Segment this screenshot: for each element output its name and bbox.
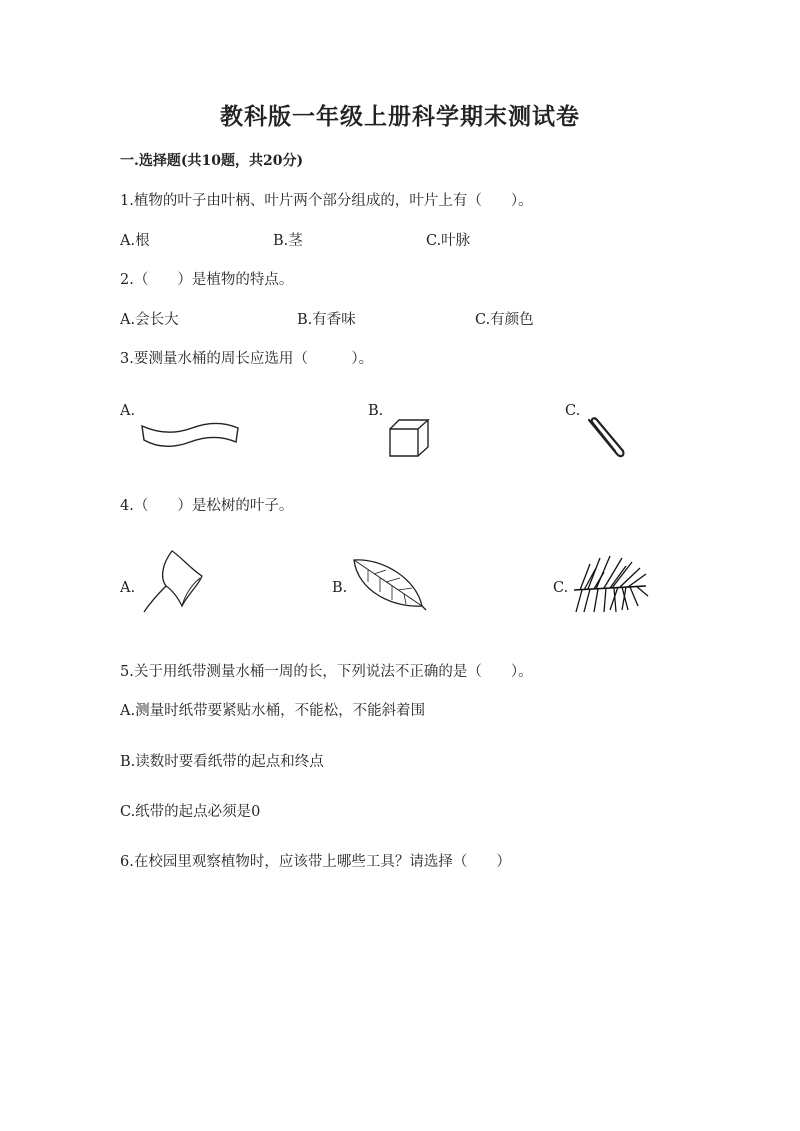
q3-option-a[interactable]: A.: [120, 403, 136, 419]
paper-clip-icon: [583, 414, 627, 462]
question-2: 2.（ ）是植物的特点。: [120, 272, 294, 288]
q5-option-b[interactable]: B.读数时要看纸带的起点和终点: [120, 754, 324, 770]
q3-option-c[interactable]: C.: [565, 403, 581, 419]
question-1: 1.植物的叶子由叶柄、叶片两个部分组成的，叶片上有（ ）。: [120, 193, 533, 209]
oval-leaf-icon: [350, 556, 426, 612]
q2-option-b[interactable]: B.有香味: [297, 312, 356, 328]
q2-option-a[interactable]: A.会长大: [120, 312, 179, 328]
q5-option-c[interactable]: C.纸带的起点必须是0: [120, 804, 261, 820]
section-heading: 一.选择题(共10题，共20分): [120, 153, 304, 169]
paper-strip-icon: [140, 418, 240, 454]
cube-icon: [388, 418, 432, 458]
q4-option-a[interactable]: A.: [120, 580, 136, 596]
question-4: 4.（ ）是松树的叶子。: [120, 498, 294, 514]
q3-option-b[interactable]: B.: [368, 403, 384, 419]
q5-option-a[interactable]: A.测量时纸带要紧贴水桶，不能松，不能斜着围: [120, 703, 426, 719]
q1-option-a[interactable]: A.根: [120, 233, 150, 249]
question-6: 6.在校园里观察植物时，应该带上哪些工具？请选择（ ）: [120, 854, 511, 870]
q4-option-c[interactable]: C.: [553, 580, 569, 596]
q1-option-b[interactable]: B.茎: [273, 233, 303, 249]
page-title: 教科版一年级上册科学期末测试卷: [220, 103, 580, 130]
q2-option-c[interactable]: C.有颜色: [475, 312, 534, 328]
pine-needles-icon: [570, 552, 650, 614]
ginkgo-leaf-icon: [142, 548, 208, 614]
question-3: 3.要测量水桶的周长应选用（ ）。: [120, 351, 374, 367]
q1-option-c[interactable]: C.叶脉: [426, 233, 471, 249]
q4-option-b[interactable]: B.: [332, 580, 348, 596]
question-5: 5.关于用纸带测量水桶一周的长，下列说法不正确的是（ ）。: [120, 664, 533, 680]
